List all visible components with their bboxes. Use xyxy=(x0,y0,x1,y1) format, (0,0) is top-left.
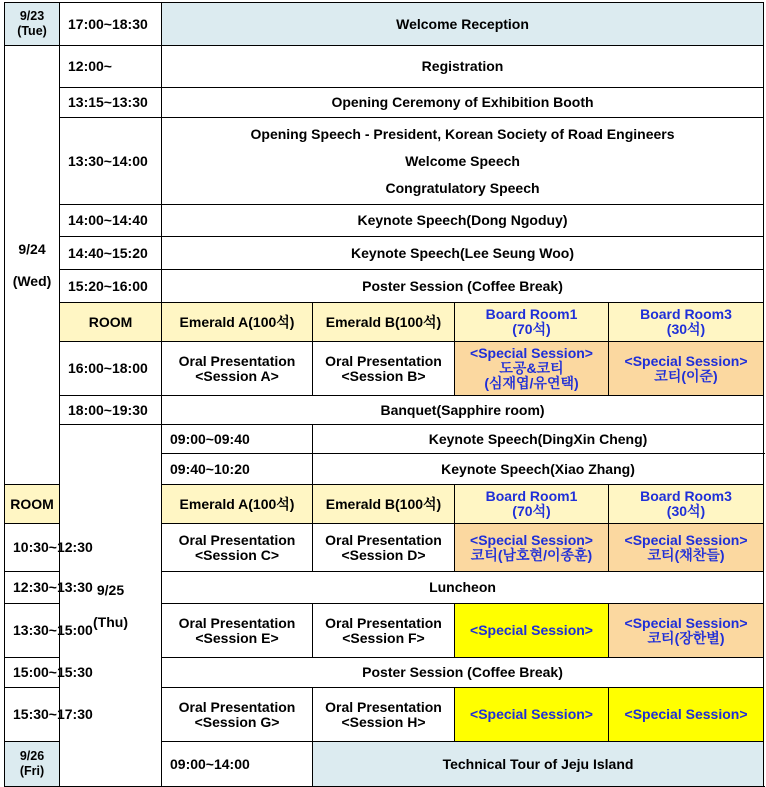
time-cell: 12:30~13:30 xyxy=(5,572,60,604)
date-label: 9/24 xyxy=(18,241,46,257)
special-session-org: 도공&코티 xyxy=(499,360,564,376)
special-session-cell xyxy=(455,688,609,742)
event-cell: Keynote Speech(DingXin Cheng) xyxy=(313,425,764,454)
table-row xyxy=(5,342,764,396)
date-cell xyxy=(5,742,60,787)
event-cell: Luncheon xyxy=(162,572,764,604)
session-title: Oral Presentation xyxy=(178,614,296,631)
table-row xyxy=(5,205,764,237)
table-row xyxy=(5,270,764,303)
session-name: <Session B> xyxy=(341,367,426,384)
room-cell xyxy=(609,303,764,342)
speech-line: Welcome Speech xyxy=(405,152,520,169)
session-cell xyxy=(313,688,455,742)
session-title: Oral Presentation xyxy=(325,352,442,369)
special-session-title: <Special Session> xyxy=(624,352,748,369)
special-session-cell xyxy=(455,524,609,572)
room-name: Board Room1 xyxy=(485,306,578,322)
special-session-cell xyxy=(455,604,609,658)
room-capacity: (70석) xyxy=(512,321,551,337)
session-cell xyxy=(313,604,455,658)
time-cell: 14:00~14:40 xyxy=(60,205,162,237)
special-session-cell xyxy=(609,524,764,572)
speech-line: Opening Speech - President, Korean Society of Road Engineers xyxy=(250,125,675,142)
room-name: Board Room3 xyxy=(640,488,732,504)
time-cell: 17:00~18:30 xyxy=(60,3,162,46)
event-cell: Technical Tour of Jeju Island xyxy=(313,742,764,787)
session-cell xyxy=(162,342,313,396)
room-cell: Emerald A(100석) xyxy=(162,485,313,524)
table-row xyxy=(5,46,764,88)
table-row xyxy=(5,118,764,205)
room-cell xyxy=(455,303,609,342)
weekday-label: (Wed) xyxy=(12,273,52,289)
time-cell: 13:30~14:00 xyxy=(60,118,162,205)
special-session-title: <Special Session> xyxy=(624,614,748,631)
special-session-org: 코티(장한별) xyxy=(647,629,725,646)
special-session-chairs: (심재엽/유연택) xyxy=(484,375,579,391)
event-cell: Poster Session (Coffee Break) xyxy=(162,270,764,303)
session-cell xyxy=(162,524,313,572)
session-name: <Session C> xyxy=(194,546,280,563)
weekday-label: (Thu) xyxy=(93,613,128,630)
special-session-cell xyxy=(609,342,764,396)
room-capacity: (30석) xyxy=(666,503,706,519)
event-cell xyxy=(162,118,764,205)
session-cell xyxy=(313,524,455,572)
room-cell: Emerald B(100석) xyxy=(313,485,455,524)
schedule-table xyxy=(4,2,764,787)
session-title: Oral Presentation xyxy=(178,531,296,548)
special-session-title: <Special Session> xyxy=(470,622,593,638)
time-cell: 13:15~13:30 xyxy=(60,88,162,118)
session-title: Oral Presentation xyxy=(325,531,442,548)
table-row xyxy=(5,88,764,118)
table-row xyxy=(5,237,764,270)
time-cell: 18:00~19:30 xyxy=(60,396,162,425)
table-row xyxy=(5,3,764,46)
session-name: <Session G> xyxy=(194,713,280,730)
special-session-org: 코티(이준) xyxy=(654,367,718,384)
session-name: <Session E> xyxy=(195,629,279,646)
date-label: 9/23 xyxy=(19,9,45,23)
session-name: <Session H> xyxy=(341,713,426,730)
special-session-title: <Special Session> xyxy=(470,706,593,722)
session-title: Oral Presentation xyxy=(178,352,296,369)
event-cell: Keynote Speech(Dong Ngoduy) xyxy=(162,205,764,237)
weekday-label: (Tue) xyxy=(17,24,47,38)
table-row xyxy=(5,303,764,342)
time-cell: 12:00~ xyxy=(60,46,162,88)
time-cell: 15:20~16:00 xyxy=(60,270,162,303)
time-cell: 09:40~10:20 xyxy=(162,454,313,485)
session-cell xyxy=(162,604,313,658)
time-cell: 15:30~17:30 xyxy=(5,688,60,742)
event-cell: Banquet(Sapphire room) xyxy=(162,396,764,425)
table-row xyxy=(5,396,764,425)
session-title: Oral Presentation xyxy=(178,698,296,715)
room-capacity: (30석) xyxy=(666,321,706,337)
event-cell: Keynote Speech(Xiao Zhang) xyxy=(313,454,764,485)
session-name: <Session F> xyxy=(342,629,425,646)
time-cell: 09:00~09:40 xyxy=(162,425,313,454)
date-cell xyxy=(60,425,162,787)
date-cell xyxy=(5,46,60,485)
special-session-org: 코티(남호현/이종훈) xyxy=(470,546,593,563)
room-cell xyxy=(455,485,609,524)
room-cell xyxy=(609,485,764,524)
weekday-label: (Fri) xyxy=(19,764,45,778)
time-cell: 14:40~15:20 xyxy=(60,237,162,270)
event-cell: Keynote Speech(Lee Seung Woo) xyxy=(162,237,764,270)
room-name: Board Room3 xyxy=(640,306,732,322)
time-cell: 09:00~14:00 xyxy=(162,742,313,787)
date-label: 9/26 xyxy=(19,749,45,763)
special-session-title: <Special Session> xyxy=(470,345,593,361)
special-session-title: <Special Session> xyxy=(624,531,748,548)
event-cell: Poster Session (Coffee Break) xyxy=(162,658,764,688)
special-session-title: <Special Session> xyxy=(470,531,593,548)
session-cell xyxy=(313,342,455,396)
session-cell xyxy=(162,688,313,742)
date-label: 9/25 xyxy=(96,581,125,598)
time-cell: 15:00~15:30 xyxy=(5,658,60,688)
session-title: Oral Presentation xyxy=(325,614,442,631)
session-name: <Session D> xyxy=(341,546,426,563)
room-name: Board Room1 xyxy=(485,488,578,504)
special-session-cell xyxy=(455,342,609,396)
room-label-cell: ROOM xyxy=(60,303,162,342)
special-session-org: 코티(채찬들) xyxy=(647,546,725,563)
session-title: Oral Presentation xyxy=(325,698,442,715)
date-cell xyxy=(5,3,60,46)
time-cell: 13:30~15:00 xyxy=(5,604,60,658)
event-cell: Registration xyxy=(162,46,764,88)
special-session-cell xyxy=(609,688,764,742)
special-session-cell xyxy=(609,604,764,658)
table-row xyxy=(5,425,764,454)
session-name: <Session A> xyxy=(195,367,279,384)
room-cell: Emerald A(100석) xyxy=(162,303,313,342)
room-capacity: (70석) xyxy=(512,503,551,519)
time-cell: 16:00~18:00 xyxy=(60,342,162,396)
speech-line: Congratulatory Speech xyxy=(385,179,540,196)
time-cell: 10:30~12:30 xyxy=(5,524,60,572)
room-cell: Emerald B(100석) xyxy=(313,303,455,342)
event-cell: Welcome Reception xyxy=(162,3,764,46)
special-session-title: <Special Session> xyxy=(624,706,748,722)
event-cell: Opening Ceremony of Exhibition Booth xyxy=(162,88,764,118)
room-label-cell: ROOM xyxy=(5,485,60,524)
